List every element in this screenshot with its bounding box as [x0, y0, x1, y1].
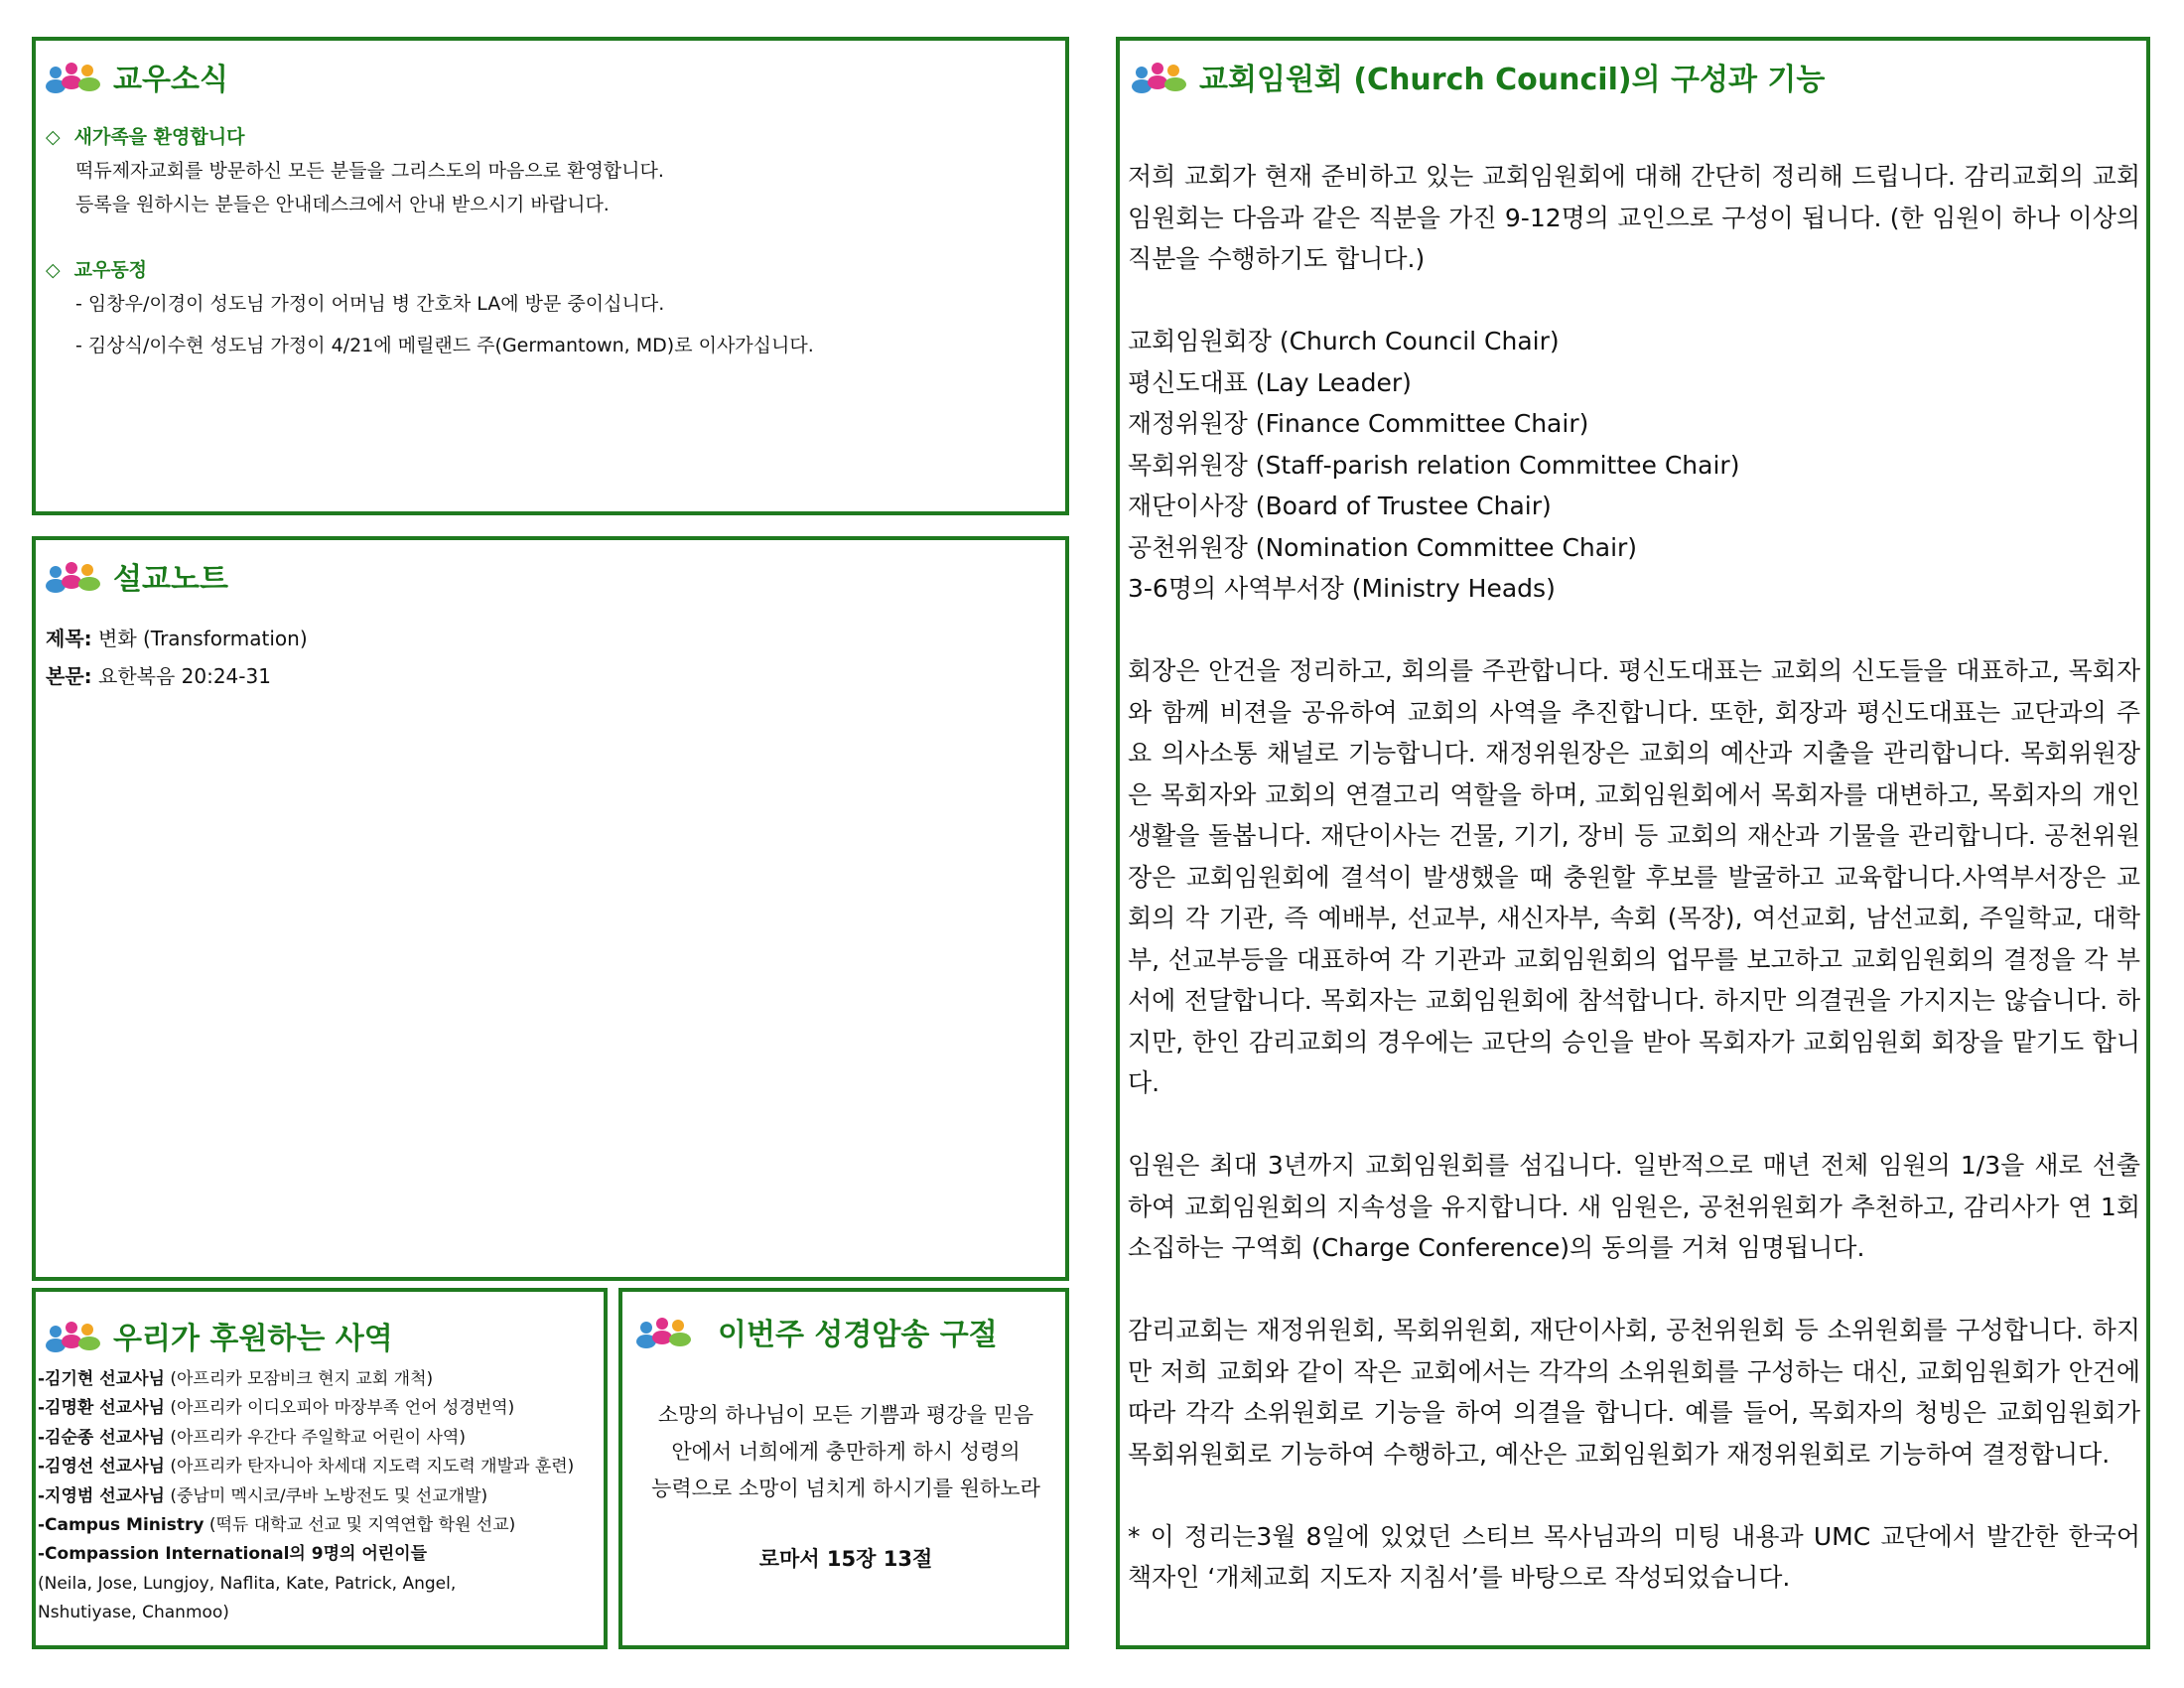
- welcome-line: 떡듀제자교회를 방문하신 모든 분들을 그리스도의 마음으로 환영합니다.: [75, 160, 664, 182]
- people-icon: [46, 1318, 103, 1353]
- support-title-text: 우리가 후원하는 사역: [113, 1322, 393, 1356]
- people-icon: [46, 558, 103, 594]
- council-roles: [1128, 321, 2140, 610]
- role-item: 교회임원회장 (Church Council Chair): [1128, 327, 1560, 355]
- council-note: * 이 정리는3월 8일에 있었던 스티브 목사님과의 미팅 내용과 UMC 교단에서 발간한 한국어 책자인 ‘개체교회 지도자 지침서’를 바탕으로 작성되었습니다.: [1128, 1521, 2140, 1592]
- verse-line: 능력으로 소망이 넘치게 하시기를 원하노라: [651, 1477, 1040, 1500]
- list-item: -김영선 선교사님 (아프리카 탄자니아 차세대 지도력 지도력 개발과 훈련): [38, 1457, 575, 1477]
- list-item: -지영범 선교사님 (중남미 멕시코/쿠바 노방전도 및 선교개발): [38, 1485, 488, 1506]
- news-content: [46, 120, 1048, 362]
- role-item: 재정위원장 (Finance Committee Chair): [1128, 409, 1589, 438]
- council-title-text: 교회임원회 (Church Council)의 구성과 기능: [1199, 63, 1826, 97]
- council-paragraph: 회장은 안건을 정리하고, 회의를 주관합니다. 평신도대표는 교회의 신도들을 대표하고, 목회자와 함께 비젼을 공유하여 교회의 사역을 추진합니다. 또한, 회장과 평신도대표는 교단과의 주요 의사소통 채널로 기능합니다. 재정위원장은 교회의 예산과 지출을 관리합니다. 목회위원장은 목회자와 교회의 연결고리 역할을 하며, 교회임원회에서 목회자를 대변하고, 목회자의 개인 생활을 돌봅니다. 재단이사는 건물, 기기, 장비 등 교회의 재산과 기물을 관리합니다. 공천위원장은 교회임원회에 결석이 발생했을 때 충원할 후보를 발굴하고 교육합니다.사역부서장은 교회의 각 기관, 즉 예배부, 선교부, 새신자부, 속회 (목장), 여선교회, 남선교회, 주일학교, 대학부, 선교부등을 대표하여 각 기관과 교회임원회의 업무를 보고하고 교회임원회의 결정을 각 부서에 전달합니다. 목회자는 교회임원회에 참석합니다. 하지만 의결권을 가지지는 않습니다. 하지만, 한인 감리교회의 경우에는 교단의 승인을 받아 목회자가 교회임원회 회장을 맡기도 합니다.: [1128, 656, 2140, 1097]
- council-box: [1116, 37, 2150, 1649]
- role-item: 공천위원장 (Nomination Committee Chair): [1128, 532, 1638, 562]
- council-intro: 저희 교회가 현재 준비하고 있는 교회임원회에 대해 간단히 정리해 드립니다. 감리교회의 교회임원회는 다음과 같은 직분을 가진 9-12명의 교인으로 구성이 됩니다. (한 임원이 하나 이상의 직분을 수행하기도 합니다.): [1128, 162, 2140, 273]
- update-line: - 김상식/이수현 성도님 가정이 4/21에 메릴랜드 주(Germantown, MD)로 이사가십니다.: [75, 335, 814, 356]
- verse-reference: 로마서 15장 13절: [758, 1547, 933, 1571]
- verse-line: 안에서 너희에게 충만하게 하시 성령의: [671, 1440, 1021, 1464]
- role-item: 3-6명의 사역부서장 (Ministry Heads): [1128, 574, 1556, 603]
- welcome-heading: ◇ 새가족을 환영합니다: [46, 126, 245, 148]
- support-list: [38, 1365, 604, 1628]
- council-paragraph: 감리교회는 재정위원회, 목회위원회, 재단이사회, 공천위원회 등 소위원회를 구성합니다. 하지만 저희 교회와 같이 작은 교회에서는 각각의 소위원회를 구성하는 대신, 교회임원회가 안건에 따라 각각 소위원회로 기능을 하여 의결을 합니다. 예를 들어, 목회자의 청빙은 교회임원회가 목회위원회로 기능하여 수행하고, 예산은 교회임원회가 재정위원회로 기능하여 결정합니다.: [1128, 1316, 2140, 1469]
- news-title: [46, 55, 228, 98]
- diamond-icon: ◇: [46, 259, 61, 281]
- role-item: 평신도대표 (Lay Leader): [1128, 367, 1412, 397]
- people-icon: [1132, 59, 1189, 94]
- sermon-subject: 제목: 변화 (Transformation): [46, 627, 308, 650]
- news-title-text: 교우소식: [113, 63, 228, 97]
- list-item: -김순종 선교사님 (아프리카 우간다 주일학교 어린이 사역): [38, 1427, 466, 1448]
- people-icon: [636, 1314, 694, 1349]
- sermon-text: 본문: 요한복음 20:24-31: [46, 664, 271, 688]
- role-item: 재단이사장 (Board of Trustee Chair): [1128, 492, 1552, 520]
- verse-title: [636, 1310, 998, 1353]
- verse-content: [642, 1397, 1049, 1578]
- children-names: Nshutiyase, Chanmoo): [38, 1603, 229, 1623]
- verse-box: [618, 1288, 1069, 1649]
- council-title: [1132, 55, 1825, 98]
- news-box: [32, 37, 1069, 515]
- sermon-title: [46, 554, 228, 598]
- role-item: 목회위원장 (Staff-parish relation Committee Chair): [1128, 450, 1740, 480]
- update-line: - 임창우/이경이 성도님 가정이 어머님 병 간호차 LA에 방문 중이십니다.: [75, 293, 665, 315]
- support-title: [46, 1314, 393, 1357]
- list-item: -Compassion International의 9명의 어린이들: [38, 1544, 428, 1565]
- list-item: -김명환 선교사님 (아프리카 이디오피아 마장부족 언어 성경번역): [38, 1398, 515, 1419]
- verse-title-text: 이번주 성경암송 구절: [718, 1318, 998, 1352]
- verse-line: 소망의 하나님이 모든 기쁨과 평강을 믿음: [657, 1403, 1034, 1427]
- support-box: [32, 1288, 608, 1649]
- sermon-content: [46, 620, 1048, 695]
- sermon-title-text: 설교노트: [113, 562, 228, 597]
- updates-heading: ◇ 교우동정: [46, 259, 148, 281]
- diamond-icon: ◇: [46, 126, 61, 148]
- welcome-line: 등록을 원하시는 분들은 안내데스크에서 안내 받으시기 바랍니다.: [75, 194, 610, 215]
- people-icon: [46, 59, 103, 94]
- list-item: -Campus Ministry (떡듀 대학교 선교 및 지역연합 학원 선교): [38, 1515, 516, 1536]
- list-item: -김기현 선교사님 (아프리카 모잠비크 현지 교회 개척): [38, 1369, 434, 1389]
- council-paragraph: 임원은 최대 3년까지 교회임원회를 섬깁니다. 일반적으로 매년 전체 임원의 1/3을 새로 선출하여 교회임원회의 지속성을 유지합니다. 새 임원은, 공천위원회가 추천하고, 감리사가 연 1회 소집하는 구역회 (Charge Conference)의 동의를 거쳐 임명됩니다.: [1128, 1151, 2140, 1262]
- sermon-box: [32, 536, 1069, 1281]
- council-content: [1128, 156, 2140, 1599]
- children-names: (Neila, Jose, Lungjoy, Naflita, Kate, Patrick, Angel,: [38, 1573, 457, 1594]
